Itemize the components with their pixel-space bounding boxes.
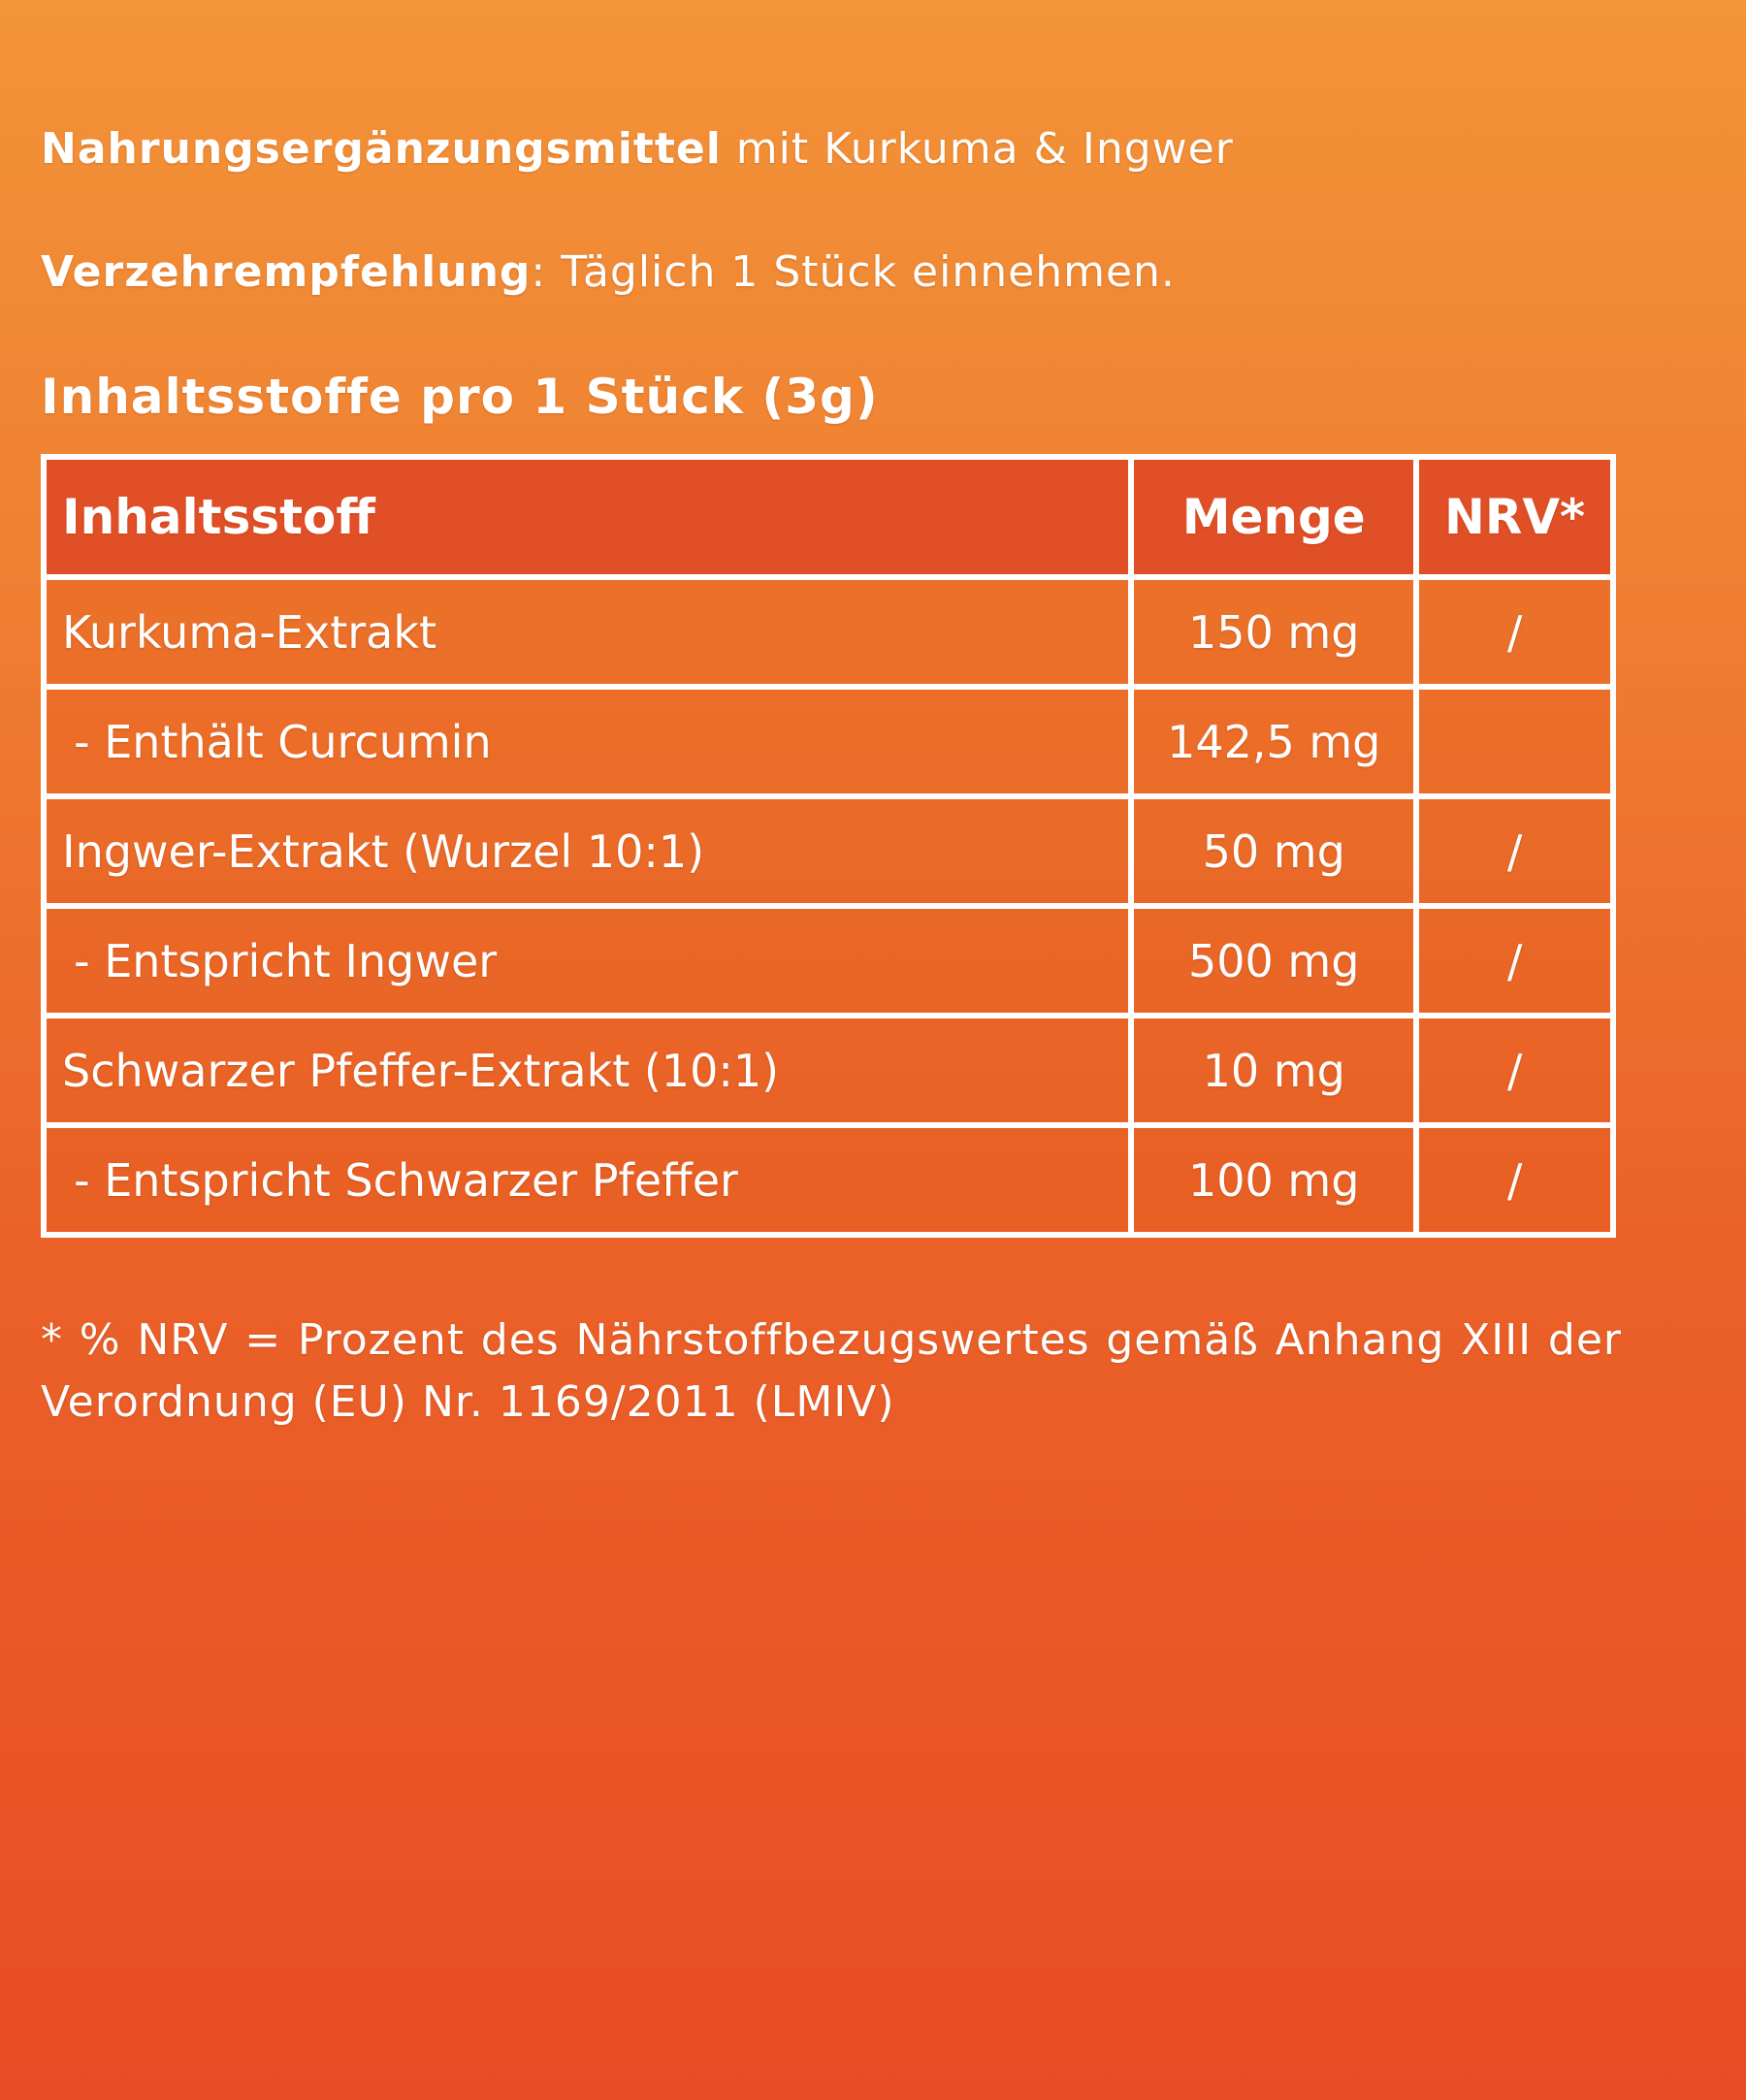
ingredients-heading: Inhaltsstoffe pro 1 Stück (3g)	[41, 369, 879, 425]
product-description	[41, 124, 1234, 174]
dosage-label: Verzehrempfehlung	[41, 247, 532, 297]
ingredient-nrv: /	[1416, 796, 1613, 906]
ingredients-table	[41, 454, 1616, 1238]
ingredient-nrv: /	[1416, 577, 1613, 687]
ingredient-amount: 50 mg	[1131, 796, 1416, 906]
header-nrv: NRV*	[1416, 457, 1613, 577]
ingredient-amount: 10 mg	[1131, 1016, 1416, 1125]
ingredient-nrv	[1416, 687, 1613, 796]
product-type-detail: mit Kurkuma & Ingwer	[721, 124, 1234, 174]
ingredient-name: Ingwer-Extrakt (Wurzel 10:1)	[44, 796, 1131, 906]
ingredient-amount: 142,5 mg	[1131, 687, 1416, 796]
header-ingredient: Inhaltsstoff	[44, 457, 1131, 577]
dosage-recommendation	[41, 247, 1176, 297]
table-row	[44, 796, 1613, 906]
ingredient-nrv: /	[1416, 1125, 1613, 1235]
ingredient-name: Schwarzer Pfeffer-Extrakt (10:1)	[44, 1016, 1131, 1125]
table-row	[44, 1016, 1613, 1125]
table-row	[44, 687, 1613, 796]
ingredient-name: - Entspricht Ingwer	[44, 906, 1131, 1016]
table-row	[44, 906, 1613, 1016]
nrv-footnote: * % NRV = Prozent des Nährstoffbezugswertes gemäß Anhang XIII der Verordnung (EU) Nr. 1169/2011 (LMIV)	[41, 1315, 1622, 1427]
product-type-label: Nahrungsergänzungsmittel	[41, 124, 722, 174]
table-row	[44, 577, 1613, 687]
ingredient-amount: 100 mg	[1131, 1125, 1416, 1235]
ingredient-name: Kurkuma-Extrakt	[44, 577, 1131, 687]
table-header-row	[44, 457, 1613, 577]
dosage-text: : Täglich 1 Stück einnehmen.	[531, 247, 1176, 297]
ingredient-amount: 500 mg	[1131, 906, 1416, 1016]
ingredient-amount: 150 mg	[1131, 577, 1416, 687]
table-row	[44, 1125, 1613, 1235]
ingredient-name: - Entspricht Schwarzer Pfeffer	[44, 1125, 1131, 1235]
header-amount: Menge	[1131, 457, 1416, 577]
ingredient-name: - Enthält Curcumin	[44, 687, 1131, 796]
ingredient-nrv: /	[1416, 906, 1613, 1016]
ingredient-nrv: /	[1416, 1016, 1613, 1125]
